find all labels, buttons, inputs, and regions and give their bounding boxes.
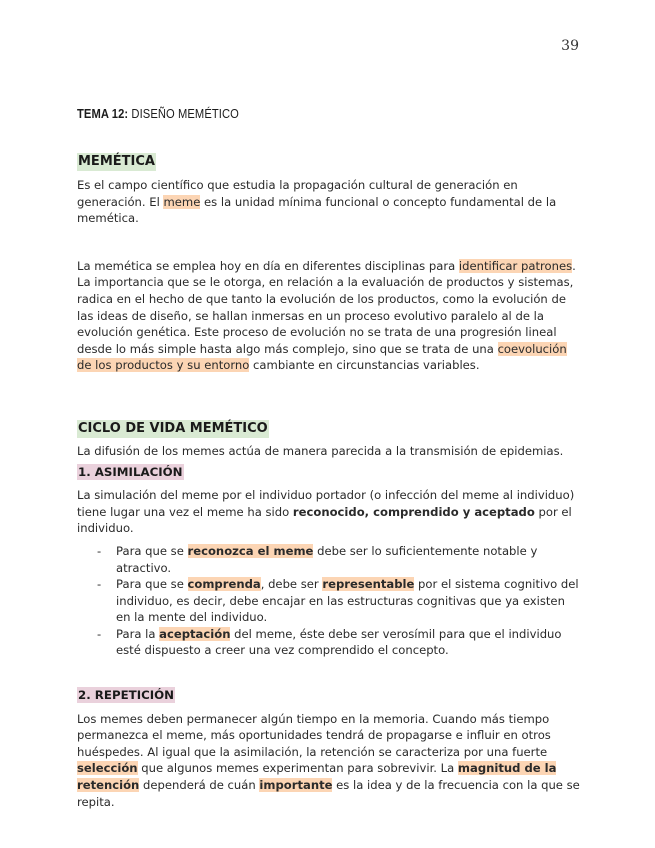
- text-run: Los memes deben permanecer algún tiempo en la memoria. Cuando más tiempo permanezca el meme, más oportunidades tendrá de propagarse e influir en otros huéspedes. Al igual que la asimilación, la retención se caracteriza por una fuerte: [77, 711, 551, 759]
- text-run: cambiante en circunstancias variables.: [249, 358, 480, 373]
- text-run: . La importancia que se le otorga, en relación a la evaluación de productos y sistemas, radica en el hecho de que tanto la evolución de los productos, como la evolución de las ideas de diseño, se hallan inmersas en un proceso evolutivo paralelo al de la evolución genética. Este proceso de evolución no se trata de una progresión lineal desde lo más simple hasta algo más complejo, sino que se trata de una: [77, 258, 576, 356]
- text-run: dependerá de cuán: [139, 778, 260, 793]
- text-run: , debe ser: [260, 577, 323, 592]
- dash-bullet: -: [97, 626, 102, 641]
- document-body: [77, 150, 582, 810]
- chapter-label: TEMA 12:: [77, 106, 129, 121]
- section-memetica: [77, 153, 582, 171]
- highlight-identificar-patrones: identificar patrones: [458, 258, 573, 273]
- text-run: Para que se: [116, 577, 188, 592]
- text-run: Para que se: [116, 543, 188, 558]
- memetica-paragraph-1: [77, 177, 582, 227]
- subsection-title-repeticion: 2. REPETICIÓN: [78, 688, 175, 703]
- asimilacion-paragraph: [77, 487, 582, 537]
- text-run: del meme, éste debe ser verosímil para que el individuo esté dispuesto a creer una vez comprendido el concepto.: [116, 626, 562, 658]
- memetica-paragraph-2: [77, 258, 582, 374]
- text-run: debe ser lo suficientemente notable y atractivo.: [116, 543, 538, 575]
- dash-bullet: -: [97, 543, 102, 558]
- dash-bullet: -: [97, 577, 102, 592]
- subsection-repeticion: [77, 687, 582, 704]
- text-run: La memética se emplea hoy en día en diferentes disciplinas para: [77, 258, 459, 273]
- text-run: La simulación del meme por el individuo portador (o infección del meme al individuo) tiene lugar una vez el meme ha sido: [77, 488, 575, 519]
- highlight-magnitud: magnitud de la retención: [77, 761, 557, 793]
- asimilacion-list: [77, 543, 582, 659]
- text-run: Para la: [116, 626, 160, 641]
- section-title-ciclo: CICLO DE VIDA MEMÉTICO: [78, 420, 268, 436]
- list-item: [77, 626, 582, 659]
- highlight-meme: meme: [163, 194, 201, 209]
- repeticion-paragraph: [77, 711, 582, 811]
- subsection-title-asimilacion: 1. ASIMILACIÓN: [78, 464, 183, 479]
- chapter-title: DISEÑO MEMÉTICO: [131, 106, 239, 121]
- highlight-comprenda: comprenda: [187, 577, 261, 592]
- text-run: Es el campo científico que estudia la propagación cultural de generación en generación. El: [77, 178, 518, 209]
- text-run: que algunos memes experimentan para sobrevivir. La: [137, 761, 458, 776]
- text-run: por el sistema cognitivo del individuo, es decir, debe encajar en las estructuras cognitivas que ya existen en la mente del individuo.: [116, 577, 579, 625]
- bold-reconocido: reconocido, comprendido y aceptado: [292, 504, 535, 519]
- section-title-memetica: MEMÉTICA: [78, 154, 155, 169]
- text-run: es la unidad mínima funcional o concepto fundamental de la memética.: [77, 194, 557, 226]
- highlight-coevolucion: coevolución de los productos y su entorno: [77, 341, 567, 373]
- list-item: [77, 576, 582, 626]
- list-item: [77, 543, 582, 576]
- text-run: por el individuo.: [77, 504, 572, 536]
- chapter-heading: [77, 106, 239, 121]
- section-ciclo: [77, 420, 582, 438]
- highlight-seleccion: selección: [77, 761, 138, 776]
- highlight-aceptacion: aceptación: [159, 626, 231, 641]
- ciclo-intro: La difusión de los memes actúa de manera parecida a la transmisión de epidemias.: [77, 443, 564, 458]
- page-number: 39: [561, 38, 579, 54]
- highlight-reconozca: reconozca el meme: [187, 543, 314, 558]
- highlight-representable: representable: [322, 577, 415, 592]
- subsection-asimilacion: [77, 464, 582, 481]
- text-run: es la idea y de la frecuencia con la que se repita.: [77, 778, 580, 809]
- highlight-importante: importante: [259, 778, 333, 793]
